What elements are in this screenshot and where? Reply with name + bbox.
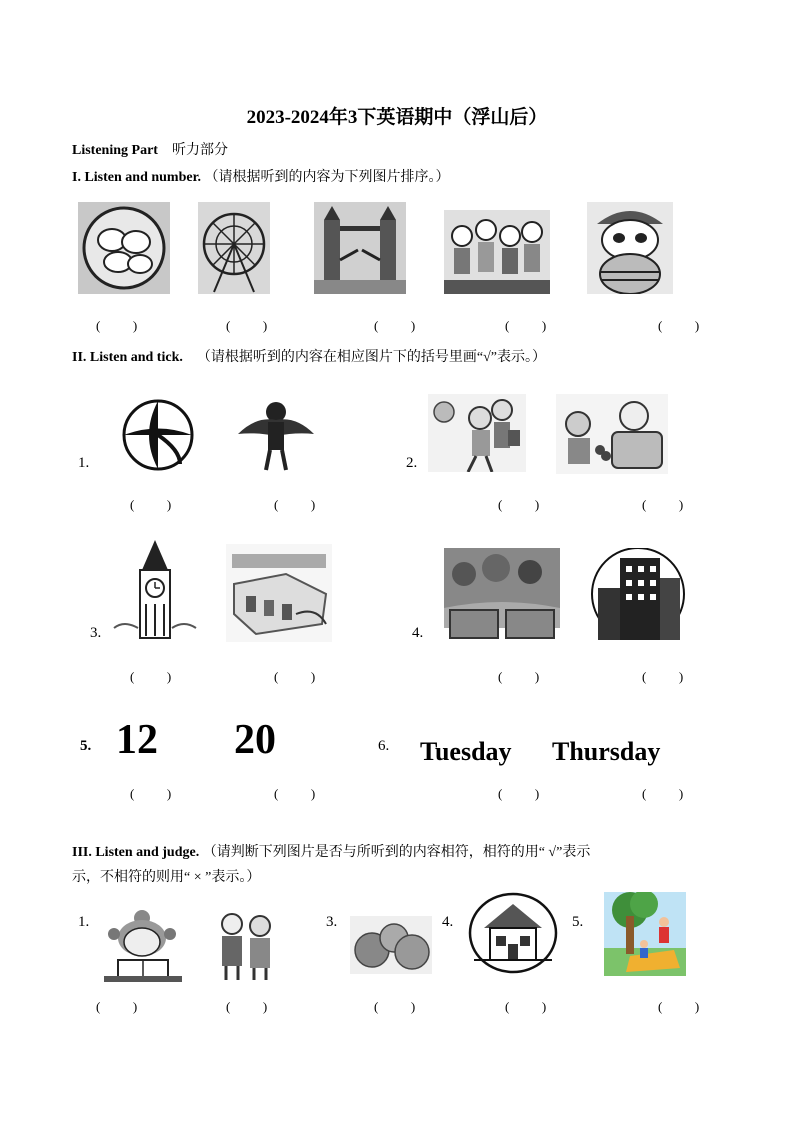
girl-reading-picture bbox=[104, 908, 182, 982]
answer-paren[interactable]: ( ) bbox=[642, 497, 684, 512]
answer-paren[interactable]: ( ) bbox=[274, 497, 316, 512]
question-number: 2. bbox=[406, 455, 418, 471]
answer-paren[interactable]: ( ) bbox=[498, 497, 540, 512]
question-number: 5. bbox=[572, 914, 584, 930]
answer-paren[interactable]: ( ) bbox=[130, 497, 172, 512]
answer-paren[interactable]: ( ) bbox=[130, 669, 172, 684]
number-option: 20 bbox=[234, 717, 276, 763]
section1-heading-row bbox=[72, 166, 450, 186]
answer-paren[interactable]: ( ) bbox=[498, 669, 540, 684]
answer-paren[interactable]: ( ) bbox=[96, 318, 138, 333]
day-option: Thursday bbox=[552, 737, 661, 766]
section1-instruction: （请根据听到的内容为下列图片排序。） bbox=[204, 170, 450, 185]
answer-paren[interactable]: ( ) bbox=[658, 318, 700, 333]
answer-paren[interactable]: ( ) bbox=[226, 999, 268, 1014]
children-flowers-picture bbox=[428, 394, 526, 472]
answer-paren[interactable]: ( ) bbox=[642, 669, 684, 684]
answer-paren[interactable]: ( ) bbox=[505, 318, 547, 333]
answer-paren[interactable]: ( ) bbox=[498, 786, 540, 801]
question-number: 4. bbox=[412, 625, 424, 641]
listening-part-cn: 听力部分 bbox=[171, 143, 228, 158]
question-number: 4. bbox=[442, 914, 454, 930]
question-number: 5. bbox=[80, 738, 92, 754]
grandparents-picture bbox=[214, 908, 278, 982]
day-option: Tuesday bbox=[420, 737, 512, 766]
answer-paren[interactable]: ( ) bbox=[505, 999, 547, 1014]
zoo-picture bbox=[444, 548, 560, 640]
house-picture bbox=[468, 892, 558, 974]
section3-instruction-line1: （请判断下列图片是否与所听到的内容相符，相符的用“ √”表示 bbox=[202, 845, 591, 860]
tower-bridge-picture bbox=[314, 202, 406, 294]
oranges-picture bbox=[350, 916, 432, 974]
answer-paren[interactable]: ( ) bbox=[226, 318, 268, 333]
section2-heading: II. Listen and tick. bbox=[72, 350, 183, 365]
answer-paren[interactable]: ( ) bbox=[658, 999, 700, 1014]
answer-paren[interactable]: ( ) bbox=[130, 786, 172, 801]
page-title: 2023-2024年3下英语期中（浮山后） bbox=[246, 107, 548, 128]
section3-instruction-line2: 示，不相符的则用“ × ”表示。） bbox=[72, 870, 261, 885]
buildings-picture bbox=[590, 548, 686, 640]
grandma-picture bbox=[556, 394, 668, 474]
picnic-picture bbox=[604, 892, 686, 976]
big-ben-picture bbox=[112, 540, 198, 640]
question-number: 3. bbox=[90, 625, 102, 641]
pigs-picture bbox=[78, 202, 170, 294]
ball-picture bbox=[120, 398, 196, 472]
listening-part-en: Listening Part bbox=[72, 143, 158, 158]
section2-instruction: （请根据听到的内容在相应图片下的括号里画“√”表示。） bbox=[196, 350, 546, 365]
section1-heading: I. Listen and number. bbox=[72, 170, 202, 185]
children-picture bbox=[444, 210, 550, 294]
panda-picture bbox=[587, 202, 673, 294]
listening-part-heading bbox=[72, 139, 228, 159]
section3-heading: III. Listen and judge. bbox=[72, 845, 200, 860]
question-number: 3. bbox=[326, 914, 338, 930]
answer-paren[interactable]: ( ) bbox=[374, 999, 416, 1014]
question-number: 1. bbox=[78, 455, 90, 471]
section3-heading-row bbox=[72, 841, 590, 861]
section2-heading-row bbox=[72, 346, 546, 366]
answer-paren[interactable]: ( ) bbox=[374, 318, 416, 333]
answer-paren[interactable]: ( ) bbox=[96, 999, 138, 1014]
city-park-picture bbox=[226, 544, 332, 642]
number-option: 12 bbox=[116, 717, 158, 763]
question-number: 6. bbox=[378, 738, 390, 754]
answer-paren[interactable]: ( ) bbox=[274, 786, 316, 801]
answer-paren[interactable]: ( ) bbox=[642, 786, 684, 801]
ferris-wheel-picture bbox=[198, 202, 270, 294]
kite-picture bbox=[236, 394, 316, 472]
question-number: 1. bbox=[78, 914, 90, 930]
answer-paren[interactable]: ( ) bbox=[274, 669, 316, 684]
